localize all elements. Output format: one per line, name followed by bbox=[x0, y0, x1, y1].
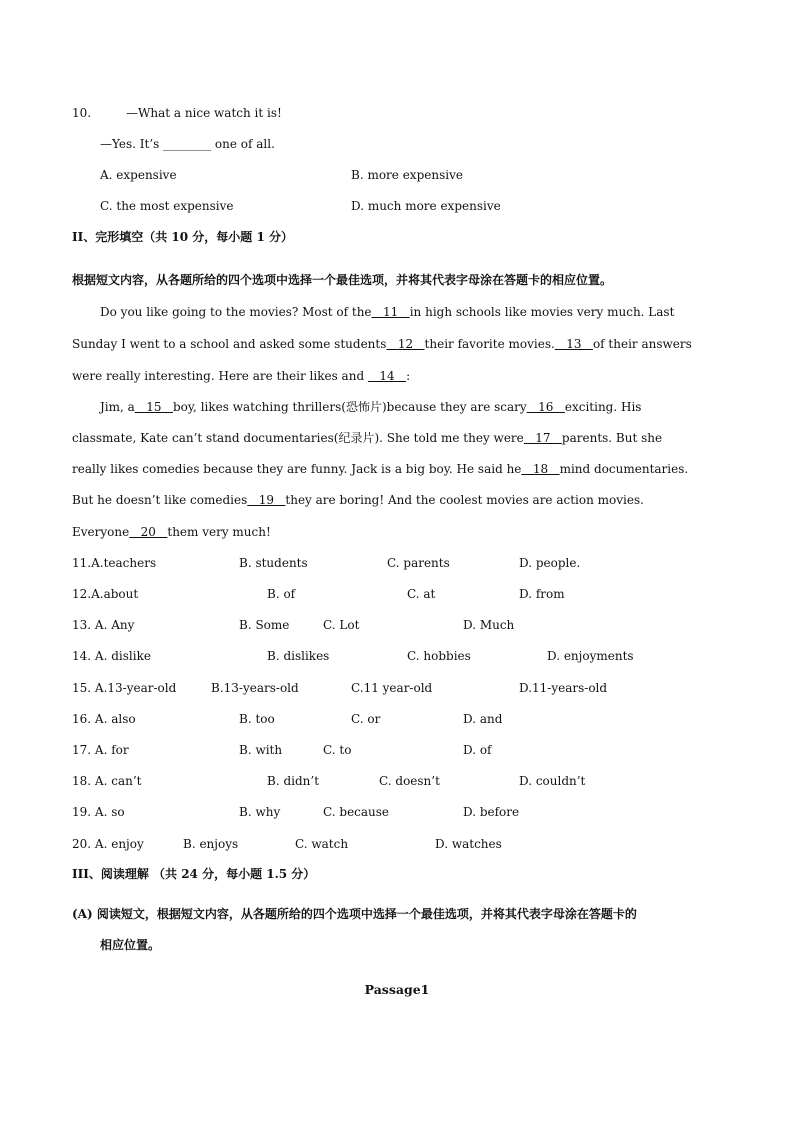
passage-line-1: Do you like going to the movies? Most of the 11 in high schools like movies very much. Last bbox=[100, 305, 675, 319]
section2-instruction: 根据短文内容，从各题所给的四个选项中选择一个最佳选项，并将其代表字母涂在答题卡的相应位置。 bbox=[72, 273, 613, 287]
passage-line-8: Everyone 20 them very much! bbox=[72, 525, 271, 539]
section3-heading: III、阅读理解 （共 24 分，每小题 1.5 分） bbox=[72, 867, 316, 881]
passage-line-2: Sunday I went to a school and asked some students 12 their favorite movies. 13 of their answers bbox=[72, 337, 692, 351]
blank-14: 14 bbox=[367, 369, 407, 383]
q10-line1: —What a nice watch it is! bbox=[126, 106, 282, 120]
passage-line-6: really likes comedies because they are funny. Jack is a big boy. He said he 18 mind documentaries. bbox=[72, 462, 689, 476]
section3-instruction: (A) 阅读短文，根据短文内容，从各题所给的四个选项中选择一个最佳选项，并将其代表字母涂在答题卡的 bbox=[72, 907, 637, 921]
section3-instruction-cont: 相应位置。 bbox=[100, 938, 161, 952]
blank-20: 20 bbox=[129, 525, 168, 539]
passage-line-3: were really interesting. Here are their likes and 14 : bbox=[72, 369, 411, 383]
q10-option-b: B. more expensive bbox=[351, 168, 463, 182]
q10-number: 10. bbox=[72, 106, 92, 120]
q10-line2: —Yes. It’s ________ one of all. bbox=[100, 137, 275, 151]
blank-13: 13 bbox=[554, 337, 593, 351]
passage-line-4: Jim, a 15 boy, likes watching thrillers(恐怖片)because they are scary 16 exciting. His bbox=[100, 400, 642, 414]
passage-line-5: classmate, Kate can’t stand documentaries(纪录片). She told me they were 17 parents. But she bbox=[72, 431, 663, 445]
q10-option-a: A. expensive bbox=[100, 168, 177, 182]
blank-17: 17 bbox=[523, 431, 562, 445]
blank-18: 18 bbox=[521, 462, 560, 476]
q10-option-d: D. much more expensive bbox=[351, 199, 501, 213]
blank-12: 12 bbox=[386, 337, 425, 351]
blank-19: 19 bbox=[247, 493, 286, 507]
passage-title: Passage1 bbox=[364, 982, 430, 997]
blank-11: 11 bbox=[371, 305, 410, 319]
blank-15: 15 bbox=[134, 400, 173, 414]
q10-option-c: C. the most expensive bbox=[100, 199, 234, 213]
passage-line-7: But he doesn’t like comedies 19 they are boring! And the coolest movies are action movies. bbox=[72, 493, 644, 507]
section2-heading: II、完形填空（共 10 分，每小题 1 分） bbox=[72, 230, 293, 244]
blank-16: 16 bbox=[526, 400, 565, 414]
